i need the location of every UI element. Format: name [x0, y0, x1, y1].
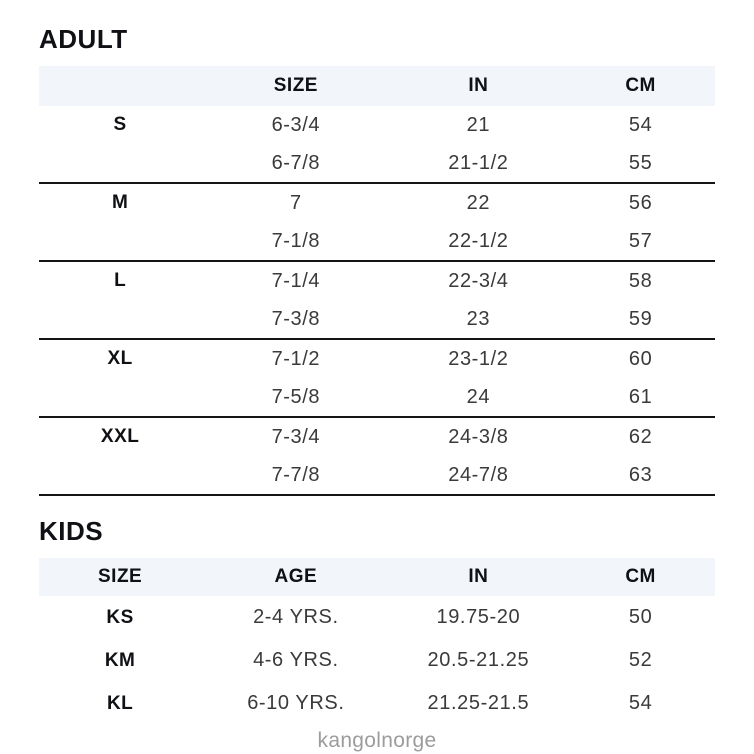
cm-value: 54 [628, 692, 653, 714]
age-value: 6-10 YRS. [247, 692, 345, 714]
table-row [39, 639, 715, 682]
inches-value: 23-1/2 [448, 347, 509, 370]
size-label: KS [106, 606, 134, 628]
adult-table-header-row [39, 66, 715, 106]
age-value: 2-4 YRS. [253, 606, 339, 628]
size-label: M [111, 192, 129, 213]
inches-value: 24-3/8 [448, 425, 509, 448]
size-value: 6-7/8 [271, 151, 321, 174]
kids-header-cm: CM [625, 566, 656, 587]
cm-value: 50 [628, 606, 653, 628]
size-value: 7-3/8 [271, 307, 321, 330]
adult-header-cm: CM [625, 75, 656, 96]
size-value: 6-3/4 [271, 113, 321, 136]
size-value: 7-1/2 [271, 347, 321, 370]
size-label: XL [107, 348, 133, 369]
cm-value: 59 [628, 307, 653, 330]
cm-value: 63 [628, 463, 653, 486]
table-row [39, 222, 715, 260]
size-value: 7-3/4 [271, 425, 321, 448]
cm-value: 55 [628, 151, 653, 174]
adult-size-group [39, 106, 715, 184]
table-row [39, 144, 715, 182]
kids-table-header-row [39, 558, 715, 596]
kids-header-age: AGE [274, 566, 318, 587]
size-value: 7-5/8 [271, 385, 321, 408]
inches-value: 21.25-21.5 [427, 692, 530, 714]
cm-value: 60 [628, 347, 653, 370]
inches-value: 22 [466, 191, 491, 214]
table-row [39, 106, 715, 144]
size-label: KL [106, 692, 134, 714]
kids-size-table [39, 558, 715, 725]
size-label: L [114, 270, 127, 291]
size-value: 7-1/4 [271, 269, 321, 292]
cm-value: 61 [628, 385, 653, 408]
adult-table-body [39, 106, 715, 496]
table-row [39, 300, 715, 338]
inches-value: 22-3/4 [448, 269, 509, 292]
inches-value: 24-7/8 [448, 463, 509, 486]
table-row [39, 378, 715, 416]
inches-value: 21 [466, 113, 491, 136]
table-row [39, 682, 715, 725]
cm-value: 57 [628, 229, 653, 252]
adult-size-group [39, 184, 715, 262]
kids-table-body [39, 596, 715, 725]
table-row [39, 596, 715, 639]
adult-size-table [39, 66, 715, 496]
size-value: 7 [290, 191, 302, 214]
kids-header-in: IN [468, 566, 489, 587]
inches-value: 21-1/2 [448, 151, 509, 174]
inches-value: 19.75-20 [436, 606, 521, 628]
adult-size-group [39, 262, 715, 340]
cm-value: 58 [628, 269, 653, 292]
inches-value: 22-1/2 [448, 229, 509, 252]
size-value: 7-1/8 [271, 229, 321, 252]
age-value: 4-6 YRS. [253, 649, 339, 671]
size-label: XXL [100, 426, 140, 447]
adult-size-group [39, 340, 715, 418]
size-label: KM [104, 649, 136, 671]
cm-value: 52 [628, 649, 653, 671]
brand-watermark: kangolnorge [317, 729, 437, 752]
table-row [39, 184, 715, 222]
size-value: 7-7/8 [271, 463, 321, 486]
adult-header-size: SIZE [273, 75, 318, 96]
inches-value: 24 [466, 385, 491, 408]
cm-value: 54 [628, 113, 653, 136]
table-row [39, 340, 715, 378]
size-label: S [113, 114, 127, 135]
table-row [39, 262, 715, 300]
table-row [39, 456, 715, 494]
cm-value: 56 [628, 191, 653, 214]
inches-value: 20.5-21.25 [427, 649, 530, 671]
table-row [39, 418, 715, 456]
adult-size-group [39, 418, 715, 496]
kids-header-size: SIZE [98, 566, 143, 587]
kids-section-title: KIDS [39, 516, 104, 546]
adult-header-in: IN [468, 75, 489, 96]
inches-value: 23 [466, 307, 491, 330]
cm-value: 62 [628, 425, 653, 448]
adult-section-title: ADULT [39, 24, 128, 54]
